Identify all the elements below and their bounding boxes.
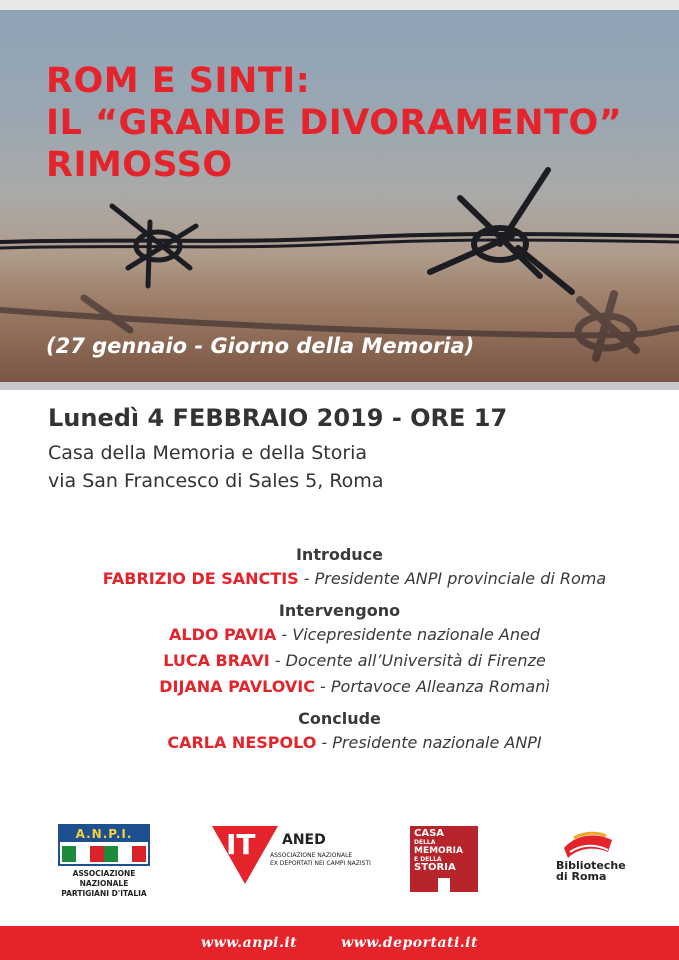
aned-name: ANED [282,832,326,848]
casa-line-5: STORIA [414,862,456,873]
section-heading-intervengono: Intervengono [278,601,401,620]
speaker-name: LUCA BRAVI [163,651,270,670]
program [0,544,679,756]
speaker-role: - Docente all’Università di Firenze [269,651,546,670]
speaker-line [0,566,679,592]
biblioteche-wordmark [556,860,626,882]
casa-wordmark [414,829,463,873]
anpi-emblem [58,824,150,866]
poster-subtitle: (27 gennaio - Giorno della Memoria) [46,334,475,358]
casa-line-3: MEMORIA [414,846,463,856]
speaker-name: CARLA NESPOLO [167,733,317,752]
aned-caption-line: EX DEPORTATI NEI CAMPI NAZISTI [270,860,371,867]
footer-link-anpi[interactable]: www.anpi.it [201,935,298,951]
aned-caption-line: ASSOCIAZIONE NAZIONALE [270,852,353,859]
anpi-logo [58,824,150,899]
speaker-role: - Presidente ANPI provinciale di Roma [298,569,607,588]
speaker-name: FABRIZIO DE SANCTIS [102,569,299,588]
section-heading-conclude: Conclude [298,709,381,728]
speaker-line [0,622,679,648]
anpi-caption [58,869,150,899]
top-strip [0,0,679,10]
footer-link-deportati[interactable]: www.deportati.it [341,935,478,951]
title-line-2: IL “GRANDE DIVORAMENTO” [46,103,623,143]
event-date-time: Lunedì 4 FEBBRAIO 2019 - ORE 17 [48,404,508,432]
event-details [48,404,507,492]
separator-bar [0,382,679,390]
footer-links [0,926,679,960]
speaker-name: ALDO PAVIA [169,625,277,644]
aned-mark: IT [226,828,256,861]
event-address: via San Francesco di Sales 5, Roma [48,470,384,492]
book-icon [562,830,614,860]
speaker-line [0,674,679,700]
title-line-3: RIMOSSO [46,145,233,185]
casa-memoria-logo [410,826,478,892]
speaker-line [0,648,679,674]
poster-title [46,60,666,186]
speaker-line [0,730,679,756]
speaker-role: - Presidente nazionale ANPI [316,733,542,752]
casa-line-2: DELLA [414,839,436,846]
title-line-1: ROM E SINTI: [46,61,311,101]
aned-caption [270,852,371,868]
italian-flag-icon [62,846,146,862]
anpi-caption-line: ASSOCIAZIONE NAZIONALE [72,869,136,888]
aned-logo [212,826,371,886]
footer-bar [0,926,679,960]
anpi-caption-line: PARTIGIANI D'ITALIA [61,889,147,898]
biblioteche-logo [556,830,626,890]
casa-door-shape [438,878,450,892]
section-heading-introduce: Introduce [295,545,384,564]
event-venue: Casa della Memoria e della Storia [48,442,368,464]
speaker-role: - Vicepresidente nazionale Aned [276,625,540,644]
hero-banner [0,10,679,382]
biblioteche-line-2: di Roma [556,870,607,883]
biblioteche-line-1: Biblioteche [556,859,626,872]
logo-row [0,818,679,898]
speaker-name: DIJANA PAVLOVIC [159,677,315,696]
casa-line-1: CASA [414,828,445,839]
anpi-wordmark: A.N.P.I. [60,826,148,842]
speaker-role: - Portavoce Alleanza Romanì [314,677,550,696]
casa-line-4: E DELLA [414,856,442,863]
